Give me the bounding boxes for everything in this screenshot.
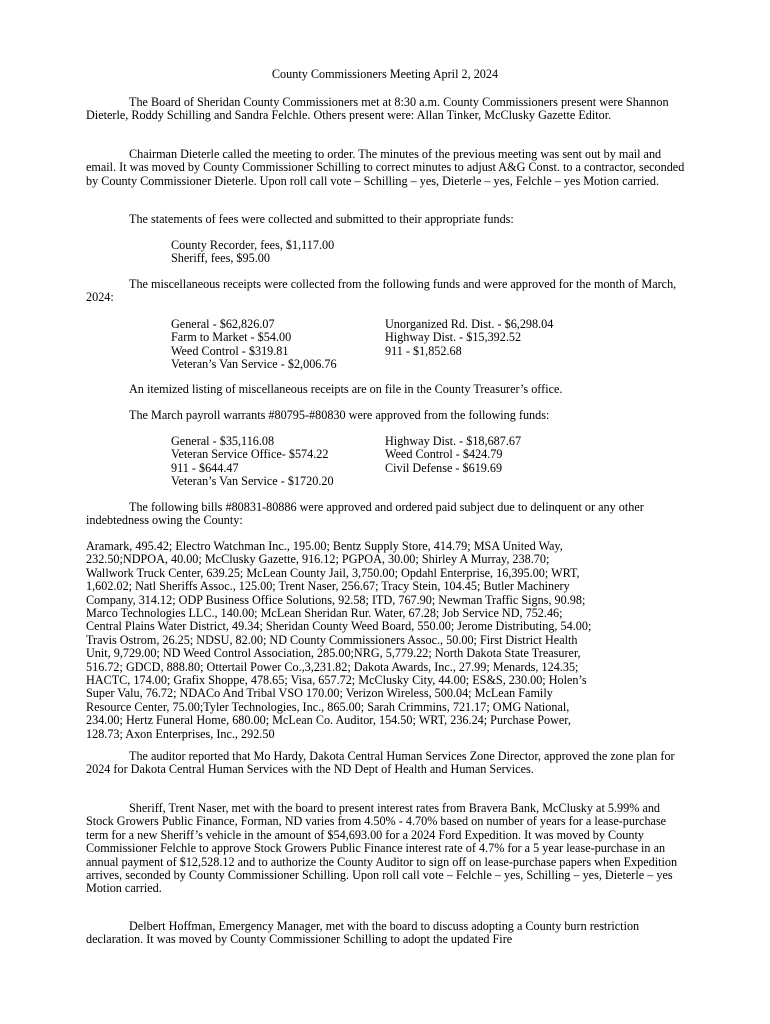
bills-line: Company, 314.12; ODP Business Office Solutions, 92.58; ITD, 767.90; Newman Traffic Signs, 90.98; <box>86 592 586 607</box>
payroll-item: Weed Control - $424.79 <box>385 447 503 462</box>
fee-item: County Recorder, fees, $1,117.00 <box>171 238 335 252</box>
receipt-item: Weed Control - $319.81 <box>171 343 289 358</box>
paragraph-payroll-intro: The March payroll warrants #80795-#80830 were approved from the following funds: <box>129 408 550 422</box>
payroll-item: Veteran Service Office- $574.22 <box>171 447 329 462</box>
bills-line: Aramark, 495.42; Electro Watchman Inc., 195.00; Bentz Supply Store, 414.79; MSA United Way, <box>86 539 563 553</box>
paragraph-fees-intro: The statements of fees were collected and submitted to their appropriate funds: <box>129 212 514 226</box>
receipt-item: Unorganized Rd. Dist. - $6,298.04 <box>385 317 554 331</box>
bills-list <box>86 540 686 741</box>
receipt-item: Veteran’s Van Service - $2,006.76 <box>171 357 337 372</box>
payroll-item: Veteran’s Van Service - $1720.20 <box>171 474 334 489</box>
payroll-item: Highway Dist. - $18,687.67 <box>385 434 522 448</box>
receipt-item: 911 - $1,852.68 <box>385 343 462 358</box>
receipts-left-column <box>171 318 337 372</box>
bills-line: Travis Ostrom, 26.25; NDSU, 82.00; ND County Commissioners Assoc., 50.00; First District Health <box>86 632 578 647</box>
bills-line: HACTC, 174.00; Grafix Shoppe, 478.65; Visa, 657.72; McClusky City, 44.00; ES&S, 230.00; Holen’s <box>86 673 587 688</box>
bills-line: 1,602.02; Natl Sheriffs Assoc., 125.00; Trent Naser, 256.67; Tracy Stein, 104.45; Butler Machinery <box>86 579 570 594</box>
paragraph-bills-intro: The following bills #80831-80886 were approved and ordered paid subject due to delinquent or any other indebtedness owing the County: <box>86 500 644 528</box>
receipt-item: Highway Dist. - $15,392.52 <box>385 330 522 345</box>
bills-line: Marco Technologies LLC., 140.00; McLean Sheridan Rur. Water, 67.28; Job Service ND, 752.46; <box>86 606 563 621</box>
receipts-right-column <box>385 318 553 358</box>
bills-line: 232.50;NDPOA, 40.00; McClusky Gazette, 916.12; PGPOA, 30.00; Shirley A Murray, 238.70; <box>86 552 550 567</box>
fees-list <box>171 239 334 266</box>
paragraph-burn-restriction: Delbert Hoffman, Emergency Manager, met with the board to discuss adopting a County burn restriction declaration. It was moved by County Commissioner Schilling to adopt the updated Fire <box>86 919 640 947</box>
fee-item: Sheriff, fees, $95.00 <box>171 251 270 266</box>
payroll-item: Civil Defense - $619.69 <box>385 460 503 475</box>
receipt-item: General - $62,826.07 <box>171 317 275 331</box>
paragraph-auditor-report: The auditor reported that Mo Hardy, Dakota Central Human Services Zone Director, approved the zone plan for 2024 for Dakota Central Human Services with the ND Dept of Health and Human Services. <box>86 749 675 777</box>
page-title: County Commissioners Meeting April 2, 2024 <box>271 67 499 81</box>
paragraph-receipts-intro: The miscellaneous receipts were collected from the following funds and were approved for the month of March, 2024: <box>86 277 677 305</box>
bills-line: Unit, 9,729.00; ND Weed Control Association, 285.00;NRG, 5,779.22; North Dakota State Treasurer, <box>86 646 581 661</box>
payroll-item: 911 - $644.47 <box>171 460 239 475</box>
bills-line: 128.73; Axon Enterprises, Inc., 292.50 <box>86 726 275 741</box>
receipt-item: Farm to Market - $54.00 <box>171 330 292 345</box>
bills-line: Resource Center, 75.00;Tyler Technologies, Inc., 865.00; Sarah Crimmins, 721.17; OMG National, <box>86 699 570 714</box>
payroll-right-column <box>385 435 521 475</box>
bills-line: 516.72; GDCD, 888.80; Ottertail Power Co.,3,231.82; Dakota Awards, Inc., 27.99; Menards, 124.35; <box>86 659 579 674</box>
paragraph-itemized-listing: An itemized listing of miscellaneous receipts are on file in the County Treasurer’s office. <box>129 382 563 396</box>
payroll-item: General - $35,116.08 <box>171 434 275 448</box>
bills-line: 234.00; Hertz Funeral Home, 680.00; McLean Co. Auditor, 154.50; WRT, 236.24; Purchase Power, <box>86 713 571 728</box>
bills-line: Central Plains Water District, 49.34; Sheridan County Weed Board, 550.00; Jerome Distributing, 54.00; <box>86 619 592 634</box>
paragraph-sheriff-vehicle: Sheriff, Trent Naser, met with the board to present interest rates from Bravera Bank, McClusky at 5.99% and Stock Growers Public Finance, Forman, ND varies from 4.50% - 4.70% based on number of years for a lease-purchase term for a new Sheriff’s vehicle in the amount of $54,693.00 for a 2024 Ford Expedition. It was moved by County Commissioner Felchle to approve Stock Growers Public Finance interest rate of 4.7% for a 5 year lease-purchase in an annual payment of $12,528.12 and to authorize the County Auditor to sign off on lease-purchase papers when Expedition arrives, seconded by County Commissioner Schilling. Upon roll call vote – Felchle – yes, Schilling – yes, Dieterle – yes Motion carried. <box>86 801 678 896</box>
bills-line: Super Valu, 76.72; NDACo And Tribal VSO 170.00; Verizon Wireless, 500.04; McLean Family <box>86 686 553 701</box>
bills-line: Wallwork Truck Center, 639.25; McLean County Jail, 3,750.00; Opdahl Enterprise, 16,395.00; WRT, <box>86 565 580 580</box>
paragraph-attendance: The Board of Sheridan County Commissioners met at 8:30 a.m. County Commissioners present were Shannon Dieterle, Roddy Schilling and Sandra Felchle. Others present were: Allan Tinker, McClusky Gazette Editor. <box>86 95 669 123</box>
paragraph-call-to-order: Chairman Dieterle called the meeting to order. The minutes of the previous meeting was sent out by mail and email. It was moved by County Commissioner Schilling to correct minutes to adjust A&G Const. to a contractor, seconded by County Commissioner Dieterle. Upon roll call vote – Schilling – yes, Dieterle – yes, Felchle – yes Motion carried. <box>86 147 685 188</box>
payroll-left-column <box>171 435 334 489</box>
